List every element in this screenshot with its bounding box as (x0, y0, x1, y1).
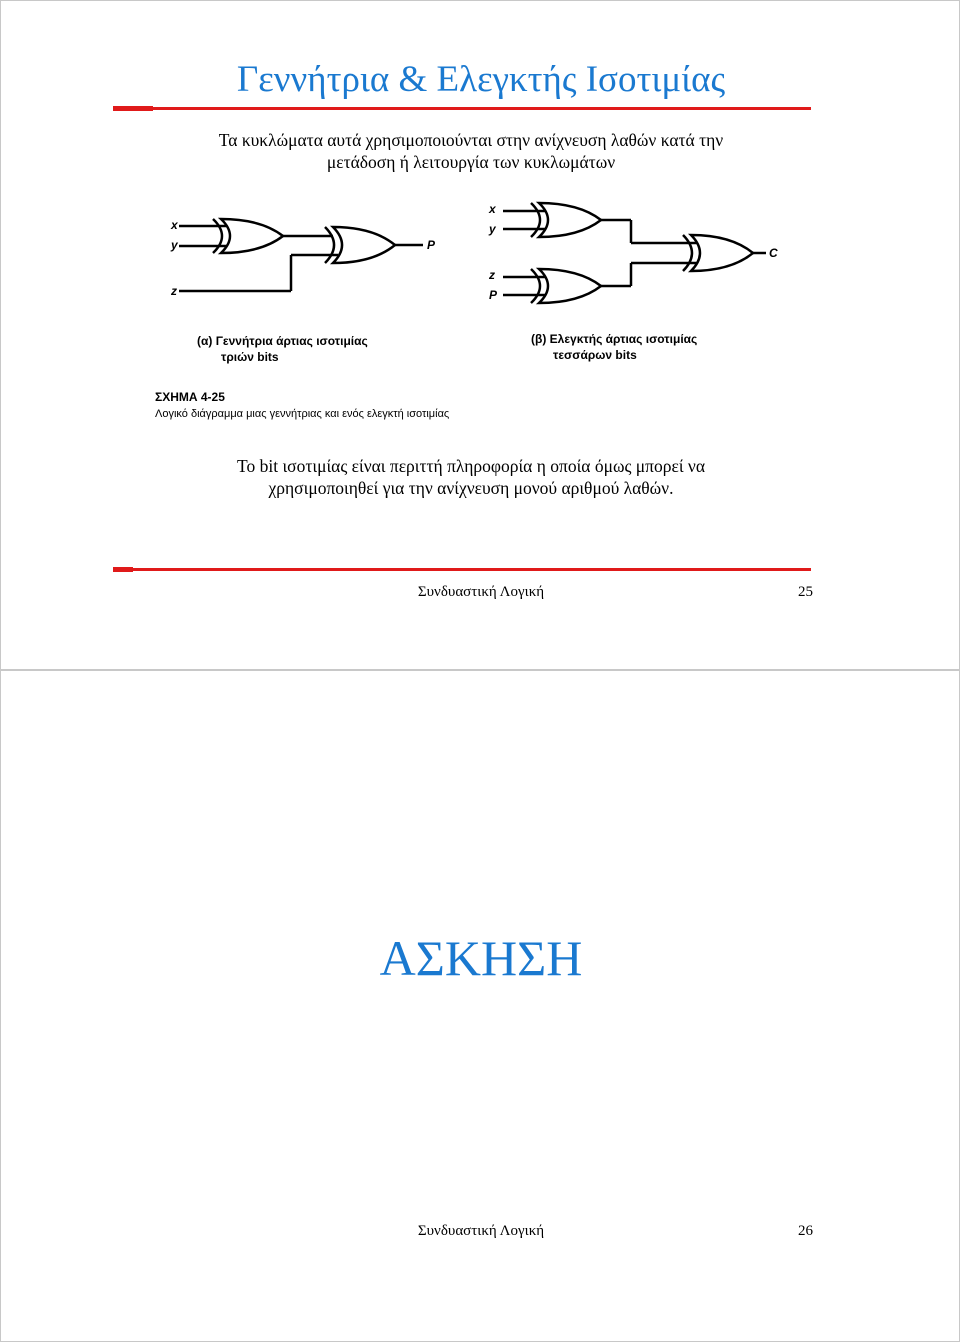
xor-gate-a2 (333, 227, 395, 263)
footer-rule (121, 568, 811, 571)
slide-26 (0, 670, 960, 1342)
xor-gate-a1 (221, 219, 283, 253)
figure-number: ΣΧΗΜΑ 4-25 (155, 390, 225, 404)
input-label-a-z: z (171, 284, 177, 298)
title-rule-accent (113, 106, 153, 111)
xor-gate-b3 (691, 235, 753, 271)
caption-b-line-2: τεσσάρων bits (553, 348, 637, 362)
intro-line-1: Τα κυκλώματα αυτά χρησιμοποιούνται στην ανίχνευση λαθών κατά την (218, 130, 724, 150)
slide-title: ΑΣΚΗΣΗ (379, 930, 583, 986)
input-label-b-z: z (489, 268, 495, 282)
input-label-a-y: y (171, 238, 178, 252)
input-label-b-p: P (489, 288, 498, 302)
xor-gate-b2-arc (531, 269, 540, 303)
caption-b-line-1: (β) Ελεγκτής άρτιας ισοτιμίας (531, 332, 698, 346)
caption-a-line-1: (α) Γεννήτρια άρτιας ισοτιμίας (197, 334, 368, 348)
body-text (151, 455, 791, 499)
caption-a-line-2: τριών bits (221, 350, 279, 364)
intro-text (151, 129, 791, 173)
body-line-1: Το bit ισοτιμίας είναι περιττή πληροφορία η οποία όμως μπορεί να (236, 456, 705, 476)
input-label-a-x: x (171, 218, 178, 232)
page-number: 25 (798, 584, 813, 600)
xor-gate-a1-arc (213, 219, 222, 253)
xor-gate-b1-arc (531, 203, 540, 237)
input-label-b-y: y (489, 222, 496, 236)
body-line-2: χρησιμοποιηθεί για την ανίχνευση μονού αριθμού λαθών. (268, 478, 674, 498)
xor-gate-a2-arc (325, 227, 334, 263)
intro-line-2: μετάδοση ή λειτουργία των κυκλωμάτων (326, 152, 616, 172)
input-label-b-x: x (489, 202, 496, 216)
parity-circuit-figure (151, 191, 791, 431)
page-number: 26 (798, 1223, 813, 1239)
slide-title: Γεννήτρια & Ελεγκτής Ισοτιμίας (236, 59, 726, 100)
output-label-b-c: C (769, 246, 778, 260)
footer-label: Συνδυαστική Λογική (417, 1223, 545, 1239)
output-label-a-p: P (427, 238, 436, 252)
footer-label: Συνδυαστική Λογική (417, 584, 545, 600)
xor-gate-b1 (539, 203, 601, 237)
title-rule (151, 107, 811, 110)
figure-caption: Λογικό διάγραμμα μιας γεννήτριας και ενός ελεγκτή ισοτιμίας (155, 408, 450, 420)
slide-25 (0, 0, 960, 670)
xor-gate-b2 (539, 269, 601, 303)
xor-gate-b3-arc (683, 235, 692, 271)
